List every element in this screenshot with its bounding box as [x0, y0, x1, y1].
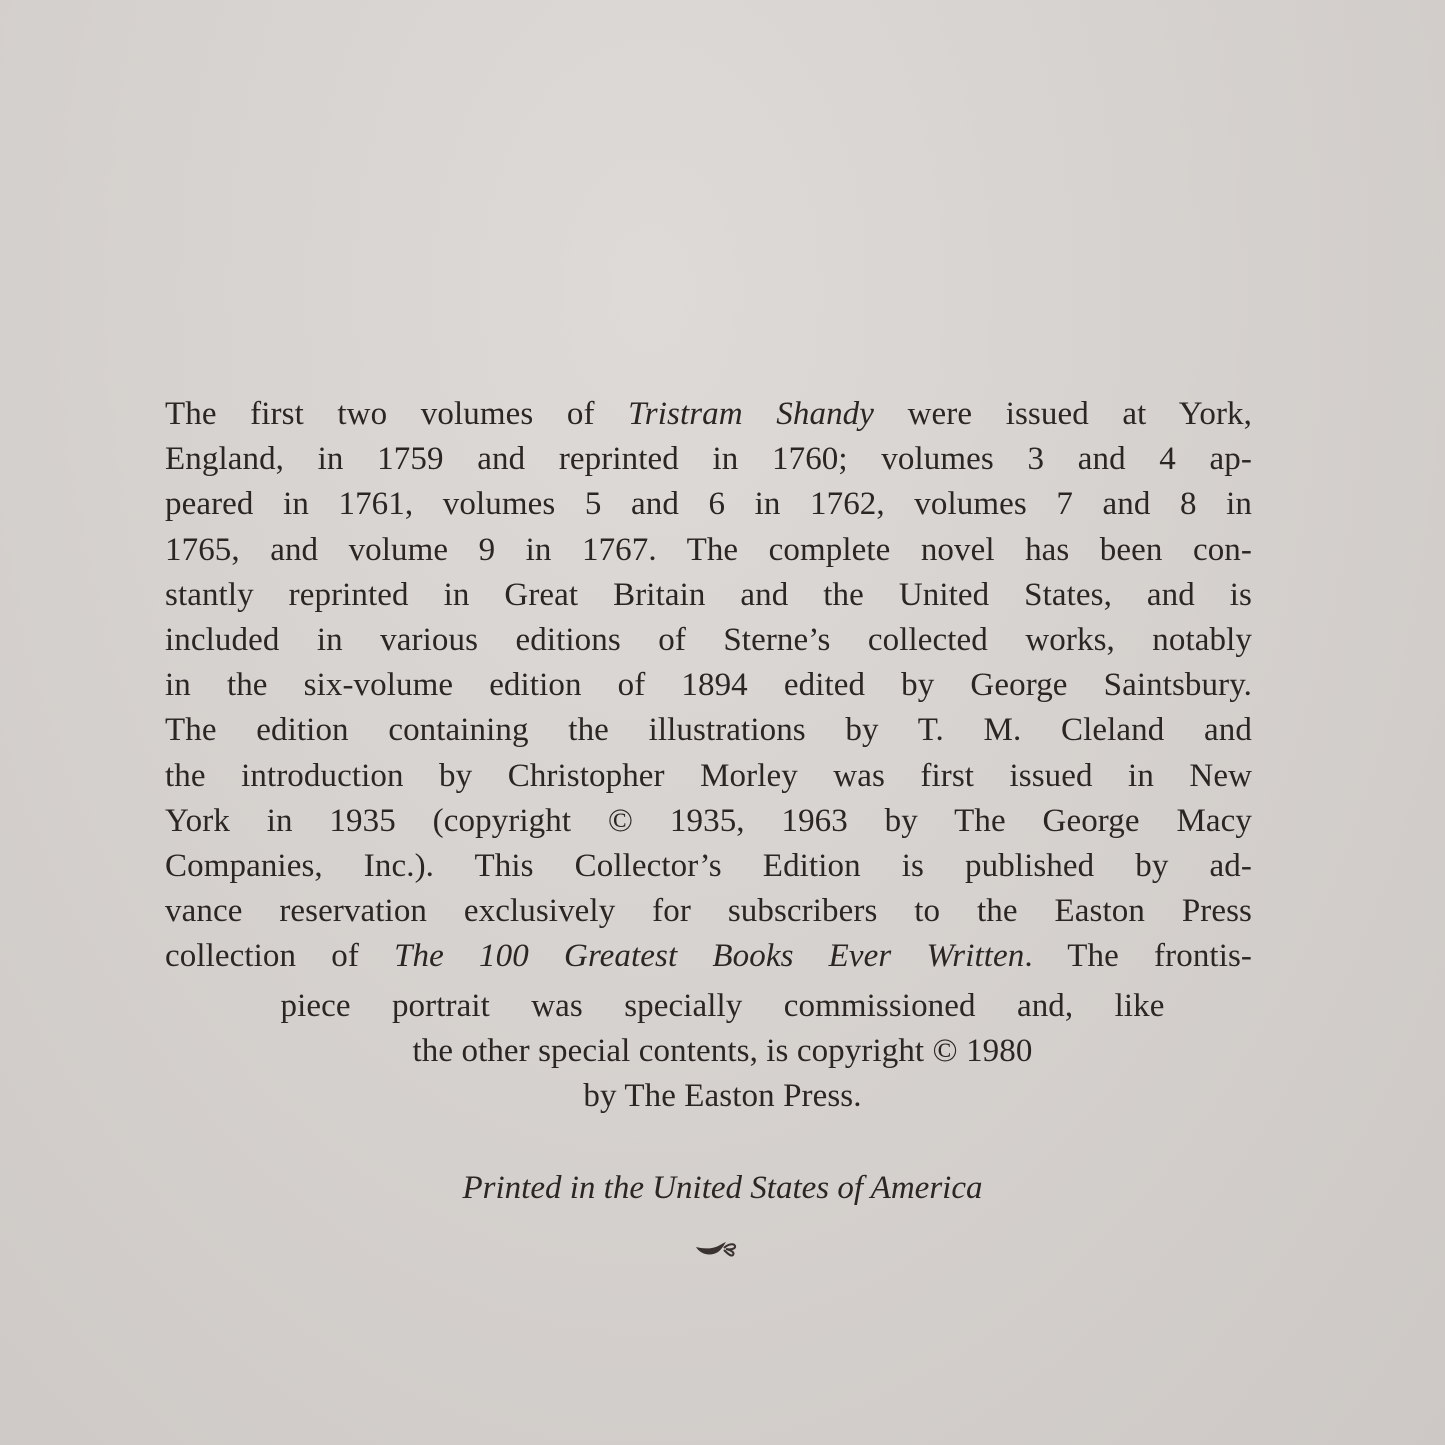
centered-line-2-wrap [0, 1029, 1445, 1074]
printed-in-imprint: Printed in the United States of America [462, 1170, 983, 1206]
centered-line-1-wrap [0, 984, 1445, 1029]
colophon-paragraph [165, 392, 1252, 979]
centered-line: the other special contents, is copyright © 1980 [412, 1033, 1033, 1069]
colophon-line: England, in 1759 and reprinted in 1760; volumes 3 and 4 ap- [165, 441, 1252, 478]
colophon-line: included in various editions of Sterne’s collected works, notably [165, 621, 1252, 658]
centered-line: by The Easton Press. [583, 1078, 862, 1114]
text-run: . The frontis- [1024, 938, 1252, 975]
colophon-line [165, 392, 1252, 437]
colophon-line: peared in 1761, volumes 5 and 6 in 1762, volumes 7 and 8 in [165, 486, 1252, 523]
text-run: The first two volumes of [165, 396, 629, 432]
colophon-line: in the six-volume edition of 1894 edited by George Saintsbury. [165, 667, 1252, 704]
colophon-line: vance reservation exclusively for subscribers to the Easton Press [165, 893, 1252, 930]
text-run: were issued at York, [874, 396, 1253, 432]
colophon-line: the introduction by Christopher Morley was first issued in New [165, 757, 1252, 794]
colophon-line: Companies, Inc.). This Collector’s Edition is published by ad- [165, 847, 1252, 884]
leaf-fleuron-icon [692, 1238, 742, 1260]
text-run: collection of [165, 938, 395, 975]
colophon-line: 1765, and volume 9 in 1767. The complete novel has been con- [165, 531, 1252, 568]
colophon-line: The edition containing the illustrations by T. M. Cleland and [165, 712, 1252, 749]
book-title-italic: Tristram Shandy [628, 396, 875, 432]
centered-line-3-wrap [0, 1074, 1445, 1119]
colophon-line [165, 934, 1252, 979]
colophon-line: York in 1935 (copyright © 1935, 1963 by The George Macy [165, 802, 1252, 839]
centered-line: piece portrait was specially commissioned and, like [280, 988, 1165, 1024]
series-title-italic: The 100 Greatest Books Ever Written [394, 938, 1025, 975]
colophon-line: stantly reprinted in Great Britain and the United States, and is [165, 576, 1252, 613]
